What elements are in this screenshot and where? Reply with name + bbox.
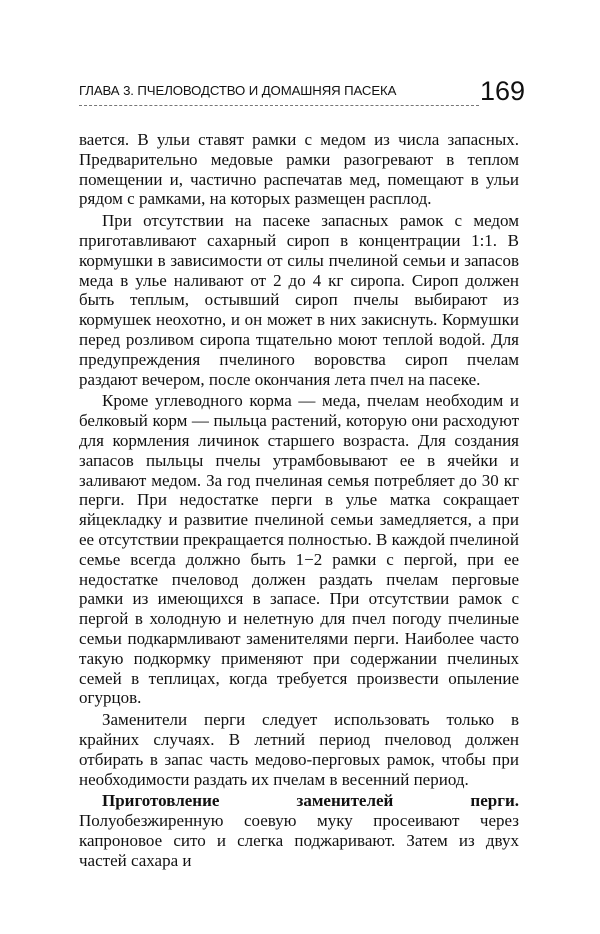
- paragraph-continuation: вается. В ульи ставят рамки с медом из числа запасных. Предварительно медовые рамки разогревают в теплом помещении и, частично распечатав мед, помещают в ульи рядом с рамками, на которых размещен расплод.: [79, 130, 519, 209]
- page-number: 169: [479, 76, 525, 106]
- header-divider: [79, 105, 479, 106]
- paragraph-sugar-syrup: При отсутствии на пасеке запасных рамок с медом приготавливают сахарный сироп в концентрации 1:1. В кормушки в зависимости от силы пчелиной семьи и запасов меда в улье наливают от 2 до 4 кг сиропа. Сироп должен быть теплым, остывший сироп пчелы выбирают из кормушек неохотно, и он может в них закиснуть. Кормушки перед розливом сиропа тщательно моют теплой водой. Для предупреждения пчелиного воровства сироп пчелам раздают вечером, после окончания лета пчел на пасеке.: [79, 211, 519, 389]
- chapter-title: ГЛАВА 3. ПЧЕЛОВОДСТВО И ДОМАШНЯЯ ПАСЕКА: [79, 83, 397, 98]
- running-head: [79, 76, 525, 106]
- paragraph-run-in-heading: Приготовление заменителей перги.: [102, 791, 519, 811]
- paragraph-body: Полуобезжиренную соевую муку просеивают через капроновое сито и слегка поджаривают. Затем из двух частей сахара и: [79, 811, 519, 870]
- paragraph-substitute-preparation: [79, 791, 519, 870]
- body-text: [79, 130, 519, 870]
- paragraph-pollen-substitutes: Заменители перги следует использовать только в крайних случаях. В летний период пчеловод должен отбирать в запас часть медово-перговых рамок, чтобы при необходимости раздать их пчелам в весенний период.: [79, 710, 519, 789]
- paragraph-protein-feed: Кроме углеводного корма — меда, пчелам необходим и белковый корм — пыльца растений, которую они расходуют для кормления личинок старшего возраста. Для создания запасов пыльцы пчелы утрамбовывают ее в ячейки и заливают медом. За год пчелиная семья потребляет до 30 кг перги. При недостатке перги в улье матка сокращает яйцекладку и развитие пчелиной семьи замедляется, а при ее отсутствии прекращается полностью. В каждой пчелиной семье всегда должно быть 1−2 рамки с пергой, при ее недостатке пчеловод должен раздать пчелам перговые рамки из имеющихся в запасе. При отсутствии рамок с пергой в холодную и нелетную для пчел погоду пчелиные семьи подкармливают заменителями перги. Наиболее часто такую подкормку применяют при содержании пчелиных семей в теплицах, когда требуется произвести опыление огурцов.: [79, 391, 519, 708]
